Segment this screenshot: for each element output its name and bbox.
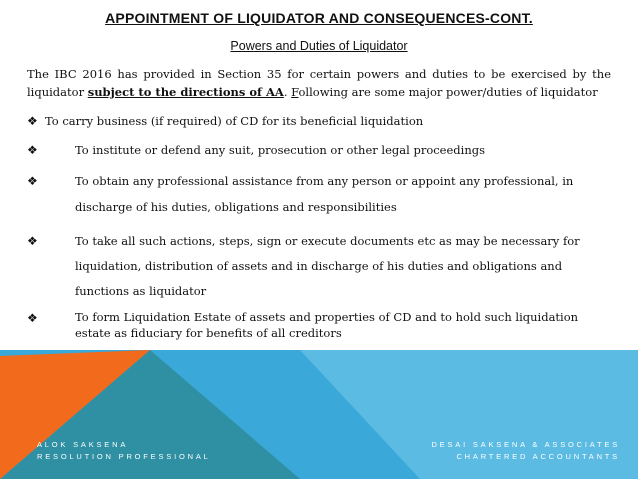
intro-text-part1: The IBC 2016 has provided in Section 35 for certain powers and duties to be exercised by the liquidator <box>27 67 611 99</box>
footer-firm-type: CHARTERED ACCOUNTANTS <box>456 452 620 461</box>
slide-title: APPOINTMENT OF LIQUIDATOR AND CONSEQUENCES-CONT. <box>105 10 533 26</box>
intro-paragraph <box>27 66 611 101</box>
diamond-bullet-icon: ❖ <box>27 114 38 128</box>
footer-left <box>37 439 211 463</box>
diamond-bullet-icon: ❖ <box>27 143 38 157</box>
diamond-bullet-icon: ❖ <box>27 234 38 248</box>
bullet-text: To take all such actions, steps, sign or execute documents etc as may be necessary for liquidation, distribution of assets and in discharge of his duties and obligations and functions as liquidator <box>75 234 580 298</box>
footer-right <box>431 439 620 463</box>
diamond-bullet-icon: ❖ <box>27 311 38 325</box>
intro-text-part3: ollowing are some major power/duties of liquidator <box>298 84 598 99</box>
bullet-item <box>27 112 611 130</box>
footer-firm-name: DESAI SAKSENA & ASSOCIATES <box>431 440 620 449</box>
footer-presenter-role: RESOLUTION PROFESSIONAL <box>37 452 211 461</box>
bullet-item <box>27 309 611 341</box>
diamond-bullet-icon: ❖ <box>27 174 38 188</box>
bullet-item <box>27 141 611 159</box>
intro-emphasis: subject to the directions of AA <box>87 84 284 99</box>
bullet-text: To obtain any professional assistance from any person or appoint any professional, in discharge of his duties, obligations and responsibilities <box>75 174 574 214</box>
footer-presenter-name: ALOK SAKSENA <box>37 440 129 449</box>
intro-f-letter: F <box>291 84 299 99</box>
intro-text-part2: . <box>283 84 292 99</box>
bullet-item <box>27 232 611 304</box>
bullet-text: To carry business (if required) of CD for its beneficial liquidation <box>45 114 424 128</box>
bullet-text: To institute or defend any suit, prosecution or other legal proceedings <box>75 143 486 157</box>
bullet-text: To form Liquidation Estate of assets and properties of CD and to hold such liquidation estate as fiduciary for benefits of all creditors <box>75 310 579 340</box>
bullet-item <box>27 172 611 220</box>
slide-subtitle: Powers and Duties of Liquidator <box>230 39 408 53</box>
